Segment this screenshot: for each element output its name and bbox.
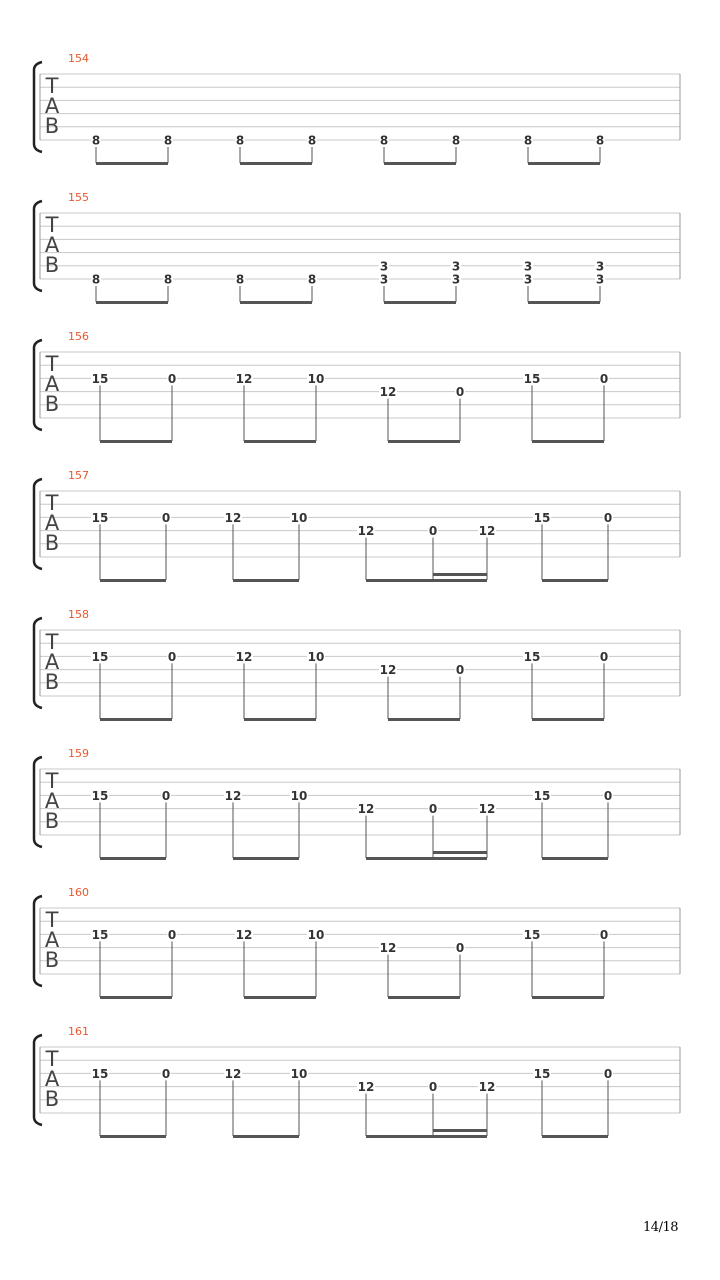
tab-note: [603, 789, 613, 858]
fret-number: 0: [603, 510, 613, 525]
fret-number: 3: [379, 272, 389, 287]
system-bracket: [34, 479, 42, 569]
fret-number: 8: [163, 272, 173, 287]
fret-number: 0: [428, 802, 438, 817]
beam: [528, 301, 600, 304]
tab-system: [34, 330, 680, 443]
beam: [100, 996, 172, 999]
measure-number: 161: [68, 1025, 89, 1038]
tab-clef-letter: A: [44, 789, 60, 813]
beam: [233, 857, 299, 860]
tab-clef-letter: A: [44, 650, 60, 674]
tab-clef-letter: T: [45, 769, 59, 793]
fret-number: 12: [379, 941, 397, 956]
tab-note: [533, 511, 551, 580]
tab-clef-letter: A: [44, 511, 60, 535]
tab-note: [451, 259, 461, 302]
beam: [100, 440, 172, 443]
beam: [388, 996, 460, 999]
fret-number: 8: [235, 272, 245, 287]
tab-clef-letter: T: [45, 352, 59, 376]
system-bracket: [34, 62, 42, 152]
tab-note: [428, 524, 438, 580]
tab-note: [161, 789, 171, 858]
tab-note: [599, 650, 609, 719]
tab-note: [428, 1080, 438, 1136]
tab-note: [478, 524, 496, 580]
fret-number: 15: [523, 649, 541, 664]
measure-number: 160: [68, 886, 89, 899]
fret-number: 12: [379, 663, 397, 678]
tab-note: [91, 928, 109, 997]
tab-note: [478, 1080, 496, 1136]
sixteenth-beam: [433, 1129, 487, 1132]
sixteenth-beam: [433, 573, 487, 576]
tab-note: [428, 802, 438, 858]
beam: [233, 1135, 299, 1138]
beam: [240, 301, 312, 304]
tab-note: [595, 134, 605, 164]
system-bracket: [34, 340, 42, 430]
measure-number: 159: [68, 747, 89, 760]
tab-note: [478, 802, 496, 858]
tab-clef-letter: A: [44, 94, 60, 118]
fret-number: 8: [235, 133, 245, 148]
fret-number: 0: [161, 1066, 171, 1081]
fret-number: 0: [428, 1080, 438, 1095]
fret-number: 15: [91, 510, 109, 525]
tab-note: [455, 941, 465, 997]
fret-number: 10: [307, 649, 325, 664]
fret-number: 15: [523, 927, 541, 942]
beam: [532, 718, 604, 721]
beam: [388, 440, 460, 443]
tab-note: [379, 663, 397, 719]
system-bracket: [34, 896, 42, 986]
system-bracket: [34, 618, 42, 708]
fret-number: 0: [428, 524, 438, 539]
tab-note: [455, 385, 465, 441]
fret-number: 15: [91, 927, 109, 942]
beam: [384, 301, 456, 304]
beam: [366, 857, 487, 860]
fret-number: 8: [595, 133, 605, 148]
tab-clef-letter: T: [45, 1047, 59, 1071]
tab-note: [307, 928, 325, 997]
tab-clef-letter: T: [45, 74, 59, 98]
fret-number: 8: [307, 133, 317, 148]
beam: [244, 718, 316, 721]
fret-number: 0: [599, 649, 609, 664]
fret-number: 15: [533, 1066, 551, 1081]
tab-note: [91, 134, 101, 164]
tab-system: [34, 608, 680, 721]
fret-number: 0: [603, 788, 613, 803]
tab-note: [91, 273, 101, 303]
tab-clef-letter: B: [44, 948, 60, 972]
beam: [100, 1135, 166, 1138]
tab-clef-letter: T: [45, 630, 59, 654]
measure-number: 155: [68, 191, 89, 204]
fret-number: 12: [478, 524, 496, 539]
sixteenth-beam: [433, 851, 487, 854]
tab-note: [163, 273, 173, 303]
fret-number: 8: [91, 133, 101, 148]
tab-note: [357, 524, 375, 580]
fret-number: 15: [91, 788, 109, 803]
tab-note: [357, 802, 375, 858]
fret-number: 0: [161, 788, 171, 803]
fret-number: 3: [379, 259, 389, 274]
beam: [384, 162, 456, 165]
fret-number: 12: [235, 371, 253, 386]
fret-number: 0: [455, 663, 465, 678]
tab-system: [34, 469, 680, 582]
tab-system: [34, 747, 680, 860]
beam: [100, 718, 172, 721]
tab-clef-letter: B: [44, 809, 60, 833]
fret-number: 0: [599, 927, 609, 942]
tab-clef-letter: A: [44, 1067, 60, 1091]
fret-number: 8: [91, 272, 101, 287]
tab-note: [523, 928, 541, 997]
tab-note: [235, 273, 245, 303]
beam: [532, 440, 604, 443]
tab-note: [603, 511, 613, 580]
tab-note: [533, 789, 551, 858]
tab-note: [235, 928, 253, 997]
tab-note: [224, 789, 242, 858]
page-number: 14/18: [643, 1220, 678, 1235]
tab-note: [599, 372, 609, 441]
fret-number: 3: [595, 259, 605, 274]
fret-number: 15: [523, 371, 541, 386]
tab-note: [307, 650, 325, 719]
beam: [100, 857, 166, 860]
tab-note: [167, 372, 177, 441]
fret-number: 15: [533, 510, 551, 525]
system-bracket: [34, 757, 42, 847]
tab-clef-letter: T: [45, 908, 59, 932]
fret-number: 0: [161, 510, 171, 525]
beam: [244, 440, 316, 443]
fret-number: 10: [290, 1066, 308, 1081]
tab-note: [163, 134, 173, 164]
beam: [388, 718, 460, 721]
tab-note: [290, 511, 308, 580]
fret-number: 8: [379, 133, 389, 148]
tab-note: [235, 372, 253, 441]
fret-number: 0: [167, 927, 177, 942]
fret-number: 12: [235, 649, 253, 664]
tab-system: [34, 1025, 680, 1138]
fret-number: 10: [307, 371, 325, 386]
tab-system: [34, 886, 680, 999]
tab-note: [224, 511, 242, 580]
beam: [366, 579, 487, 582]
fret-number: 15: [91, 649, 109, 664]
tab-note: [161, 511, 171, 580]
fret-number: 12: [357, 524, 375, 539]
beam: [528, 162, 600, 165]
fret-number: 12: [224, 510, 242, 525]
beam: [96, 301, 168, 304]
fret-number: 0: [167, 371, 177, 386]
fret-number: 12: [478, 802, 496, 817]
tab-note: [307, 134, 317, 164]
beam: [542, 857, 608, 860]
measure-number: 156: [68, 330, 89, 343]
tab-note: [91, 372, 109, 441]
fret-number: 12: [379, 385, 397, 400]
tab-note: [224, 1067, 242, 1136]
fret-number: 3: [595, 272, 605, 287]
fret-number: 0: [455, 941, 465, 956]
beam: [244, 996, 316, 999]
tab-note: [357, 1080, 375, 1136]
tab-note: [603, 1067, 613, 1136]
beam: [233, 579, 299, 582]
fret-number: 10: [290, 788, 308, 803]
fret-number: 10: [290, 510, 308, 525]
tab-clef-letter: A: [44, 233, 60, 257]
beam: [532, 996, 604, 999]
tab-note: [91, 650, 109, 719]
tab-note: [451, 134, 461, 164]
fret-number: 0: [455, 385, 465, 400]
measure-number: 154: [68, 52, 89, 65]
tab-note: [595, 259, 605, 302]
beam: [366, 1135, 487, 1138]
tab-note: [455, 663, 465, 719]
beam: [542, 579, 608, 582]
fret-number: 15: [91, 371, 109, 386]
fret-number: 12: [478, 1080, 496, 1095]
tab-note: [533, 1067, 551, 1136]
tab-note: [235, 650, 253, 719]
fret-number: 12: [357, 802, 375, 817]
fret-number: 0: [603, 1066, 613, 1081]
tab-note: [523, 650, 541, 719]
tab-clef-letter: B: [44, 670, 60, 694]
tab-note: [167, 928, 177, 997]
beam: [240, 162, 312, 165]
tab-note: [523, 259, 533, 302]
fret-number: 0: [167, 649, 177, 664]
tab-note: [599, 928, 609, 997]
tab-note: [290, 1067, 308, 1136]
fret-number: 10: [307, 927, 325, 942]
tab-clef-letter: A: [44, 372, 60, 396]
tab-clef-letter: T: [45, 491, 59, 515]
measure-number: 157: [68, 469, 89, 482]
tab-note: [523, 134, 533, 164]
fret-number: 12: [224, 788, 242, 803]
fret-number: 0: [599, 371, 609, 386]
tab-clef-letter: B: [44, 114, 60, 138]
tab-note: [91, 1067, 109, 1136]
tab-note: [307, 372, 325, 441]
fret-number: 3: [451, 272, 461, 287]
beam: [100, 579, 166, 582]
tab-clef-letter: B: [44, 392, 60, 416]
tab-system: [34, 191, 680, 304]
fret-number: 12: [235, 927, 253, 942]
fret-number: 15: [91, 1066, 109, 1081]
fret-number: 8: [163, 133, 173, 148]
tab-clef-letter: A: [44, 928, 60, 952]
tab-clef-letter: B: [44, 531, 60, 555]
tab-note: [307, 273, 317, 303]
tab-note: [379, 941, 397, 997]
system-bracket: [34, 1035, 42, 1125]
tab-note: [523, 372, 541, 441]
tab-note: [379, 385, 397, 441]
system-bracket: [34, 201, 42, 291]
measure-number: 158: [68, 608, 89, 621]
beam: [542, 1135, 608, 1138]
fret-number: 15: [533, 788, 551, 803]
fret-number: 3: [451, 259, 461, 274]
tab-clef-letter: B: [44, 253, 60, 277]
fret-number: 8: [523, 133, 533, 148]
tab-note: [235, 134, 245, 164]
tab-note: [290, 789, 308, 858]
fret-number: 8: [307, 272, 317, 287]
tab-note: [161, 1067, 171, 1136]
tab-clef-letter: B: [44, 1087, 60, 1111]
tab-clef-letter: T: [45, 213, 59, 237]
fret-number: 12: [224, 1066, 242, 1081]
tab-note: [379, 134, 389, 164]
tab-note: [91, 789, 109, 858]
fret-number: 3: [523, 272, 533, 287]
beam: [96, 162, 168, 165]
tab-note: [167, 650, 177, 719]
tab-note: [91, 511, 109, 580]
fret-number: 3: [523, 259, 533, 274]
fret-number: 8: [451, 133, 461, 148]
tab-note: [379, 259, 389, 302]
tab-system: [34, 52, 680, 165]
fret-number: 12: [357, 1080, 375, 1095]
